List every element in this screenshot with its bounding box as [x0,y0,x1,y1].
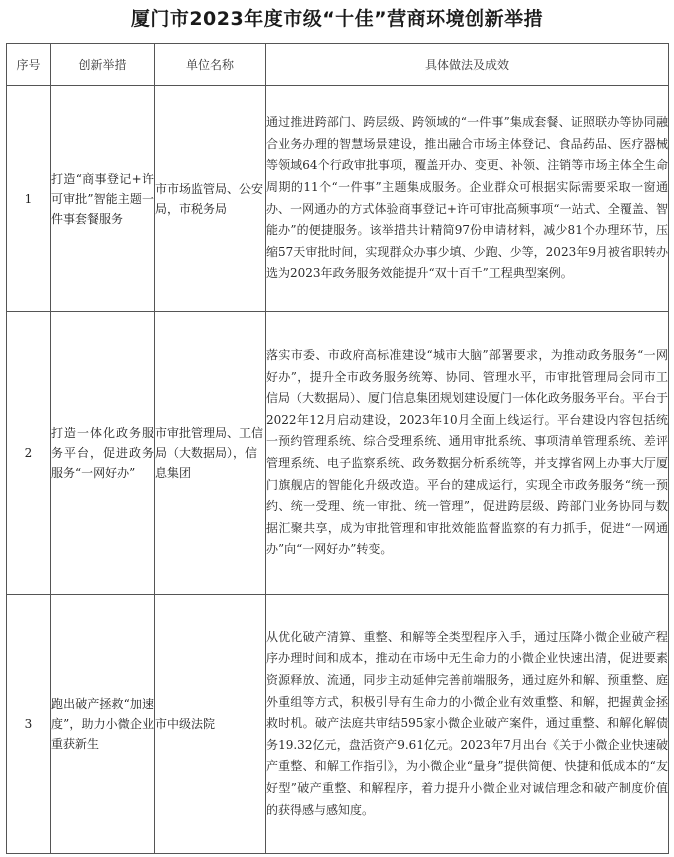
table-row [7,595,669,854]
row-number: 1 [7,86,51,312]
table-row [7,312,669,595]
row-detail: 通过推进跨部门、跨层级、跨领域的“一件事”集成套餐、证照联办等协同融合业务办理的智慧场景建设，推出融合市场主体登记、食品药品、医疗器械等领域64个行政审批事项，覆盖开办、变更、补领、注销等市场主体全生命周期的11个“一件事”主题集成服务。企业群众可根据实际需要采取一窗通办、一网通办的方式体验商事登记+许可审批高频事项“一站式、全覆盖、智能办”的便捷服务。该举措共计精简97份申请材料，减少81个办理环节，压缩57天审批时间，实现群众办事少填、少跑、少等，2023年9月被省职转办选为2023年政务服务效能提升“双十百千”工程典型案例。 [266,86,669,312]
page-title: 厦门市2023年度市级“十佳”营商环境创新举措 [130,8,544,30]
row-detail: 从优化破产清算、重整、和解等全类型程序入手，通过压降小微企业破产程序办理时间和成本，推动在市场中无生命力的小微企业快速出清，促进要素资源释放、流通，同步主动延伸完善前端服务，通过庭外和解、预重整、庭外重组等方式，积极引导有生命力的小微企业有效重整、和解，把握黄金拯救时机。破产法庭共审结595家小微企业破产案件，通过重整、和解化解债务19.32亿元，盘活资产9.61亿元。2023年7月出台《关于小微企业快速破产重整、和解工作指引》，为小微企业“量身”提供简便、快捷和低成本的“友好型”破产重整、和解程序，着力提升小微企业对诚信理念和破产制度价值的获得感与感知度。 [266,595,669,854]
innovation-measures-table [6,43,669,854]
row-measure: 跑出破产拯救“加速度”，助力小微企业重获新生 [51,595,155,854]
row-number: 2 [7,312,51,595]
table-header-row [7,44,669,86]
header-serial-number: 序号 [7,44,51,86]
header-details-and-results: 具体做法及成效 [266,44,669,86]
row-measure: 打造一体化政务服务平台，促进政务服务“一网好办” [51,312,155,595]
row-detail: 落实市委、市政府高标准建设“城市大脑”部署要求，为推动政务服务“一网好办”，提升全市政务服务统筹、协同、管理水平，市审批管理局会同市工信局（大数据局）、厦门信息集团规划建设厦门一体化政务服务平台。平台于2022年12月启动建设，2023年10月全面上线运行。平台建设内容包括统一预约管理系统、综合受理系统、通用审批系统、事项清单管理系统、差评管理系统、电子监察系统、政务数据分析系统等，并支撑省网上办事大厅厦门旗舰店的智能化升级改造。平台的建成运行，实现全市政务服务“统一预约、统一受理、统一审批、统一管理”，促进跨层级、跨部门业务协同与数据汇聚共享，成为审批管理和审批效能监督监察的有力抓手，促进“一网通办”向“一网好办”转变。 [266,312,669,595]
row-unit: 市中级法院 [155,595,266,854]
row-unit: 市市场监管局、公安局，市税务局 [155,86,266,312]
row-measure: 打造“商事登记+许可审批”智能主题一件事套餐服务 [51,86,155,312]
row-unit: 市审批管理局、工信局（大数据局），信息集团 [155,312,266,595]
header-innovation-measure: 创新举措 [51,44,155,86]
header-unit-name: 单位名称 [155,44,266,86]
table-row [7,86,669,312]
row-number: 3 [7,595,51,854]
